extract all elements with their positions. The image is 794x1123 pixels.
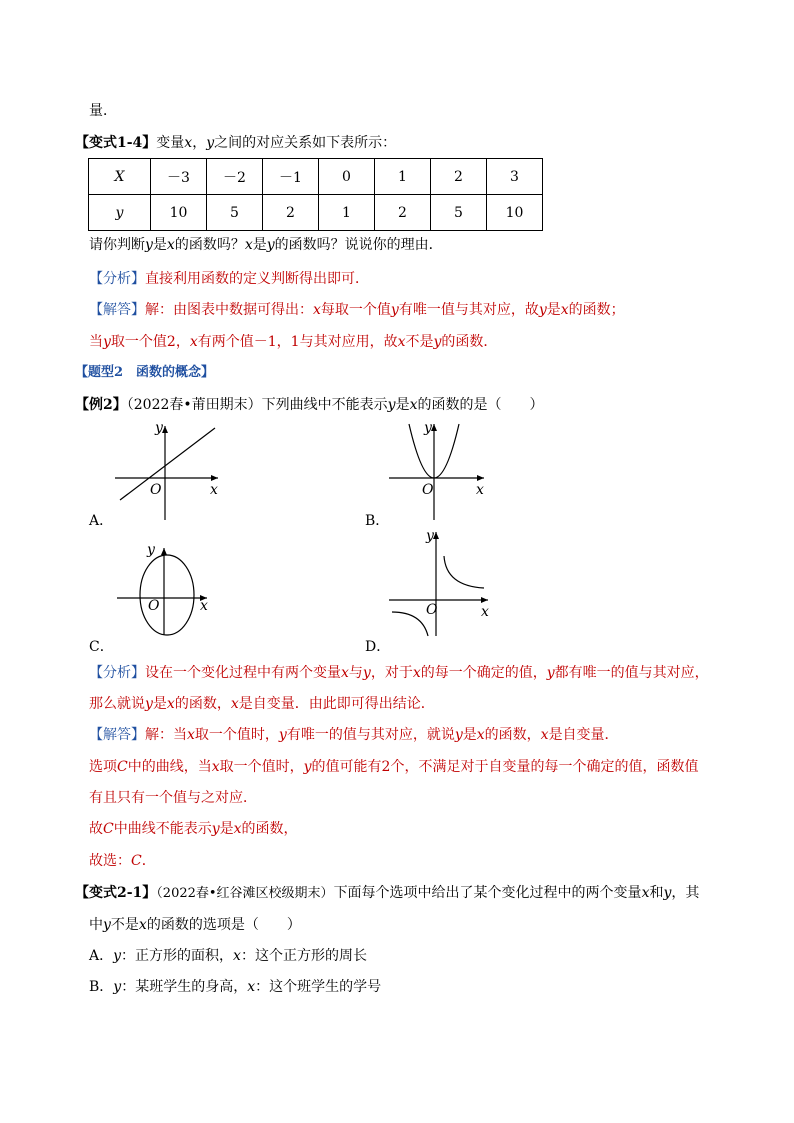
origin-label: O [426,602,438,618]
variant-1-4-answer-cont: 当y取一个值2，x有两个值－1，1与其对应用，故x不是y的函数． [89,334,498,350]
table-cell: 5 [207,195,263,231]
origin-label: O [422,482,434,498]
table-cell: 1 [375,159,431,195]
variant-tag: 【变式2-1】 [75,885,157,901]
analysis-tag: 【分析】 [89,271,145,287]
continued-text: 量． [89,103,117,119]
table-cell: 3 [487,159,543,195]
answer-tag: 【解答】 [89,302,145,318]
table-cell: 1 [319,195,375,231]
option-b-label: B． [365,513,390,529]
x-axis-label: x [476,482,484,498]
answer-tag: 【解答】 [89,727,145,743]
y-axis-label: y [147,542,155,558]
y-axis-label: y [424,420,432,436]
example-2-answer-2: 选项C中的曲线，当x取一个值时，y的值可能有2个，不满足对于自变量的每一个确定的值，函数值 [89,759,699,775]
section-title: 【题型2 函数的概念】 [75,365,215,380]
example-2-answer-3: 有且只有一个值与之对应． [89,790,257,806]
graph-option-c [112,540,217,640]
table-cell: 10 [151,195,207,231]
table-cell: －2 [207,159,263,195]
table-header-cell: X [89,159,151,195]
variant-2-1-option-b: B．y：某班学生的身高，x：这个班学生的学号 [89,979,382,995]
variant-2-1-question: 【变式2-1】（2022春•红谷滩区校级期末）下面每个选项中给出了某个变化过程中的两个变量x和y，其 [75,885,700,901]
example-2-analysis-cont: 那么就说y是x的函数，x是自变量．由此即可得出结论． [89,696,435,712]
origin-label: O [150,482,162,498]
variant-1-4-analysis: 【分析】直接利用函数的定义判断得出即可． [89,271,369,287]
table-cell: 10 [487,195,543,231]
variant-2-1-question-cont: 中y不是x的函数的选项是（ ） [89,917,301,933]
graph-option-a [110,420,230,525]
table-cell: 5 [431,195,487,231]
table-cell: 2 [375,195,431,231]
example-tag: 【例2】 [75,397,127,413]
example-2-question: 【例2】（2022春•莆田期末）下列曲线中不能表示y是x的函数的是（ ） [75,397,544,413]
example-2-answer-4: 故C中曲线不能表示y是x的函数， [89,821,298,837]
option-c-label: C． [89,639,114,655]
variant-1-4-subquestion: 请你判断y是x的函数吗？x是y的函数吗？说说你的理由． [89,237,443,253]
x-axis-label: x [200,598,208,614]
origin-label: O [148,598,160,614]
option-d-label: D． [365,639,391,655]
table-cell: －3 [151,159,207,195]
graph-option-d [384,528,496,640]
table-cell: －1 [263,159,319,195]
analysis-tag: 【分析】 [89,665,145,681]
example-2-answer: 【解答】解：当x取一个值时，y有唯一的值与其对应，就说y是x的函数，x是自变量． [89,727,619,743]
y-axis-label: y [426,528,434,544]
option-a-label: A． [89,513,114,529]
table-cell: 0 [319,159,375,195]
xy-correspondence-table [88,158,543,231]
example-2-analysis: 【分析】设在一个变化过程中有两个变量x与y，对于x的每一个确定的值，y都有唯一的值与其对应， [89,665,709,681]
table-cell: 2 [263,195,319,231]
variant-1-4-answer: 【解答】解：由图表中数据可得出：x每取一个值y有唯一值与其对应，故y是x的函数； [89,302,625,318]
x-axis-label: x [481,604,489,620]
x-axis-label: x [210,482,218,498]
variant-2-1-option-a: A．y：正方形的面积，x：这个正方形的周长 [89,948,367,964]
y-axis-label: y [155,420,163,436]
graph-option-b [384,420,494,525]
variant-1-4-question: 【变式1-4】变量x，y之间的对应关系如下表所示： [75,135,397,151]
variant-tag: 【变式1-4】 [75,135,157,151]
table-row [89,195,543,231]
table-row [89,159,543,195]
example-2-answer-5: 故选：C． [89,853,156,869]
table-cell: 2 [431,159,487,195]
table-header-cell: y [89,195,151,231]
